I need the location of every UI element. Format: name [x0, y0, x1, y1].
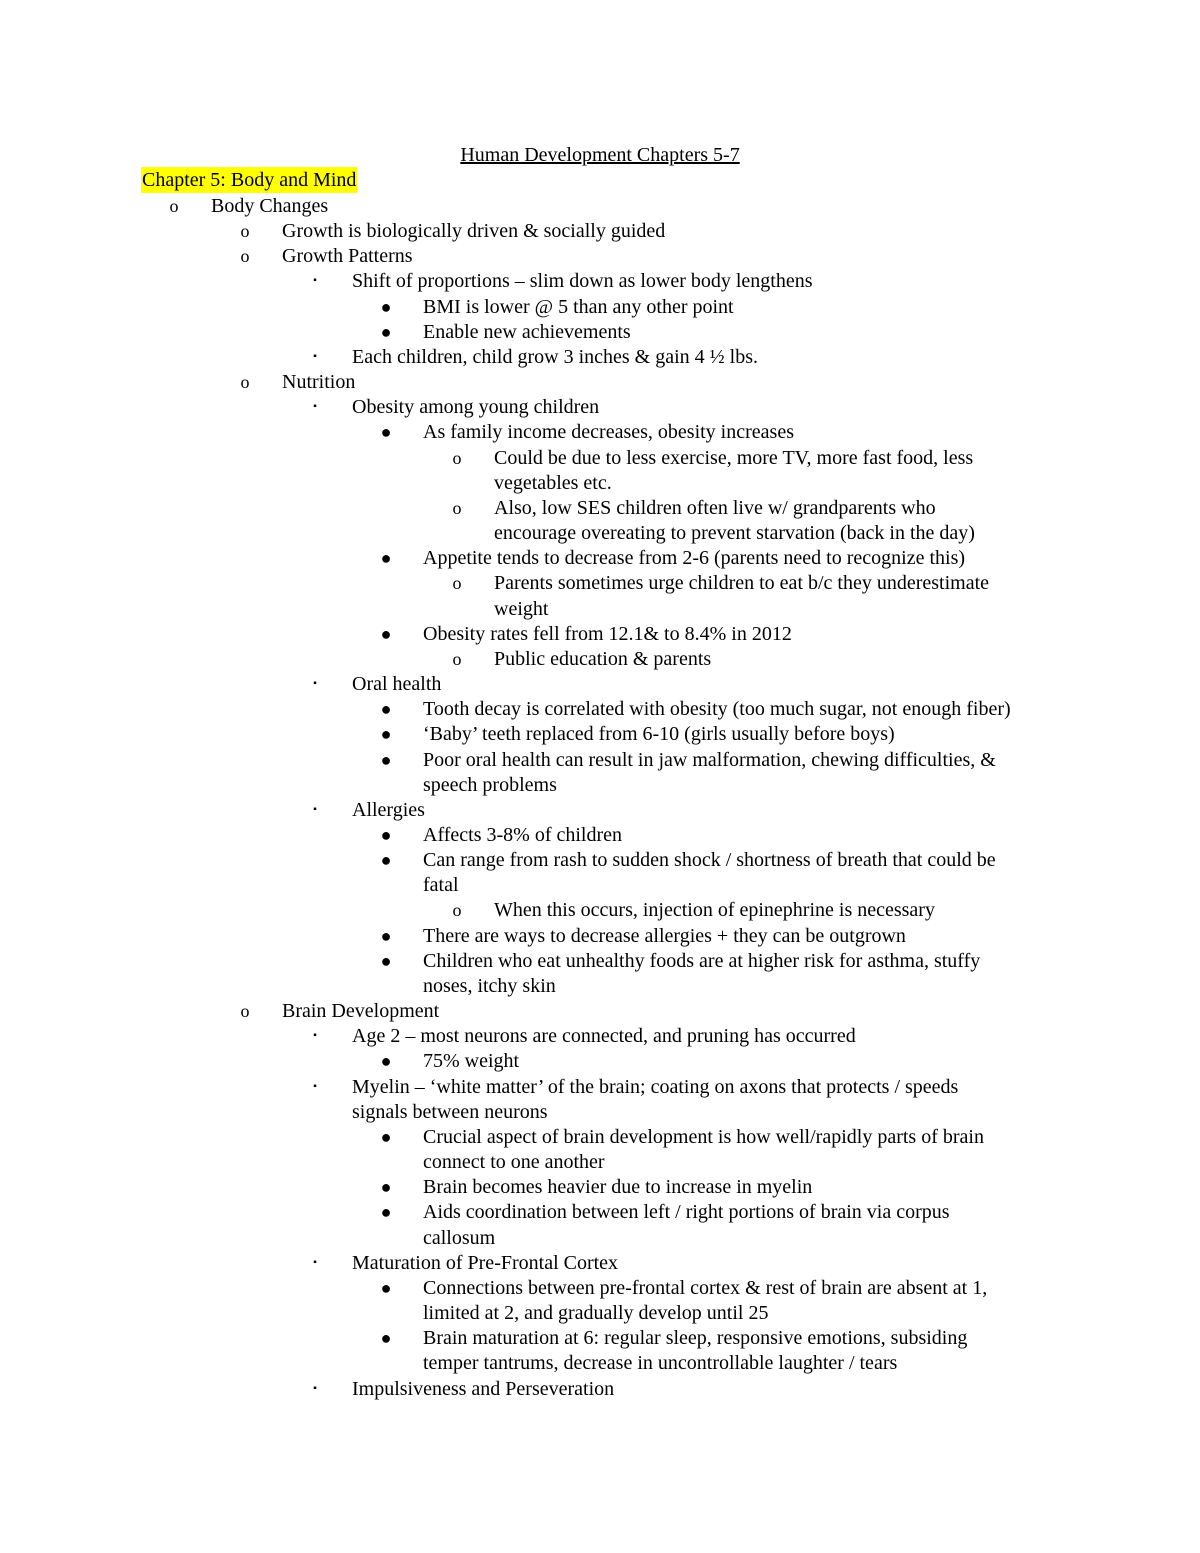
- dot-bullet: ●: [380, 1277, 392, 1298]
- outline-item-text: Also, low SES children often live w/ grandparents who: [494, 496, 936, 519]
- document-title: Human Development Chapters 5-7: [460, 144, 740, 166]
- dot-bullet: ●: [380, 1126, 392, 1147]
- outline-item-text: Enable new achievements: [423, 320, 631, 343]
- dot-bullet: ●: [380, 850, 392, 871]
- dot-bullet: ●: [380, 925, 392, 946]
- square-bullet: ▪: [313, 350, 317, 362]
- circle-bullet: o: [452, 900, 462, 921]
- circle-bullet: o: [240, 372, 250, 393]
- dot-bullet: ●: [380, 724, 392, 745]
- outline-item-text: Body Changes: [211, 195, 329, 217]
- outline-item-text: limited at 2, and gradually develop until 25: [423, 1302, 769, 1325]
- outline-item-text: Brain maturation at 6: regular sleep, responsive emotions, subsiding: [423, 1327, 968, 1350]
- outline-item-text: signals between neurons: [352, 1100, 548, 1123]
- outline-item-text: Obesity rates fell from 12.1& to 8.4% in 2012: [423, 622, 792, 645]
- dot-bullet: ●: [380, 749, 392, 770]
- dot-bullet: ●: [380, 1177, 392, 1198]
- dot-bullet: ●: [380, 296, 392, 317]
- circle-bullet: o: [452, 573, 462, 594]
- outline-item-text: speech problems: [423, 773, 557, 796]
- outline-item-text: Aids coordination between left / right portions of brain via corpus: [423, 1201, 950, 1224]
- circle-bullet: o: [169, 196, 179, 216]
- dot-bullet: ●: [380, 422, 392, 443]
- outline-item-text: Poor oral health can result in jaw malformation, chewing difficulties, &: [423, 748, 996, 771]
- outline-item-text: Public education & parents: [494, 647, 712, 670]
- outline-item-text: Connections between pre-frontal cortex & rest of brain are absent at 1,: [423, 1276, 988, 1299]
- outline-item-text: Children who eat unhealthy foods are at higher risk for asthma, stuffy: [423, 949, 981, 972]
- outline-item-text: Impulsiveness and Perseveration: [352, 1377, 615, 1400]
- square-bullet: ▪: [313, 401, 317, 413]
- outline-item-text: ‘Baby’ teeth replaced from 6-10 (girls usually before boys): [423, 723, 895, 746]
- dot-bullet: ●: [380, 1051, 392, 1072]
- circle-bullet: o: [452, 648, 462, 669]
- outline-item-text: Brain becomes heavier due to increase in myelin: [423, 1176, 813, 1199]
- outline-item-text: Each children, child grow 3 inches & gain 4 ½ lbs.: [352, 345, 759, 368]
- outline-item-text: Crucial aspect of brain development is how well/rapidly parts of brain: [423, 1125, 984, 1148]
- outline-item-text: Myelin – ‘white matter’ of the brain; coating on axons that protects / speeds: [352, 1075, 959, 1098]
- outline-item-text: Growth is biologically driven & socially guided: [282, 220, 666, 243]
- square-bullet: ▪: [313, 1030, 317, 1042]
- outline-item-text: callosum: [423, 1226, 496, 1249]
- outline-item-text: encourage overeating to prevent starvation (back in the day): [494, 522, 975, 545]
- circle-bullet: o: [240, 246, 250, 267]
- square-bullet: ▪: [313, 1382, 317, 1394]
- outline-item-text: Appetite tends to decrease from 2-6 (parents need to recognize this): [423, 547, 966, 570]
- dot-bullet: ●: [380, 825, 392, 845]
- square-bullet: ▪: [313, 1080, 317, 1092]
- outline-item-text: Brain Development: [282, 1000, 440, 1023]
- outline-item-text: connect to one another: [423, 1151, 605, 1174]
- outline-item-text: Age 2 – most neurons are connected, and pruning has occurred: [352, 1025, 856, 1048]
- outline-item-text: Shift of proportions – slim down as lower body lengthens: [352, 270, 813, 293]
- outline-item-text: Maturation of Pre-Frontal Cortex: [352, 1251, 619, 1274]
- outline-item-text: BMI is lower @ 5 than any other point: [423, 295, 734, 318]
- dot-bullet: ●: [380, 1328, 392, 1349]
- dot-bullet: ●: [380, 950, 392, 971]
- outline-item-text: noses, itchy skin: [423, 974, 556, 997]
- square-bullet: ▪: [313, 275, 317, 287]
- outline-item-text: Affects 3-8% of children: [423, 824, 623, 846]
- outline-item-text: Oral health: [352, 673, 442, 696]
- chapter-heading: Chapter 5: Body and Mind: [142, 169, 357, 191]
- outline-item-text: fatal: [423, 874, 459, 897]
- outline-item-text: Could be due to less exercise, more TV, more fast food, less: [494, 446, 974, 469]
- square-bullet: ▪: [313, 803, 317, 815]
- circle-bullet: o: [452, 447, 462, 468]
- outline-item-text: Nutrition: [282, 371, 356, 394]
- dot-bullet: ●: [380, 699, 392, 720]
- outline-item-text: Parents sometimes urge children to eat b/c they underestimate: [494, 572, 990, 595]
- outline-item-text: 75% weight: [423, 1050, 520, 1073]
- outline-item-text: vegetables etc.: [494, 471, 612, 494]
- outline-item-text: Obesity among young children: [352, 396, 600, 419]
- outline-item-text: As family income decreases, obesity increases: [423, 421, 794, 444]
- outline-item-text: Allergies: [352, 798, 425, 821]
- circle-bullet: o: [240, 221, 250, 242]
- circle-bullet: o: [240, 1001, 250, 1022]
- outline-item-text: Tooth decay is correlated with obesity (too much sugar, not enough fiber): [423, 698, 1011, 721]
- outline-item-text: Can range from rash to sudden shock / shortness of breath that could be: [423, 849, 996, 872]
- outline-item-text: There are ways to decrease allergies + they can be outgrown: [423, 924, 906, 947]
- dot-bullet: ●: [380, 623, 392, 644]
- circle-bullet: o: [452, 497, 462, 518]
- square-bullet: ▪: [313, 678, 317, 690]
- outline-item-text: Growth Patterns: [282, 245, 413, 268]
- outline-item-text: weight: [494, 597, 549, 620]
- outline-item-text: When this occurs, injection of epinephrine is necessary: [494, 899, 935, 922]
- dot-bullet: ●: [380, 321, 392, 342]
- square-bullet: ▪: [313, 1256, 317, 1268]
- outline-item-text: temper tantrums, decrease in uncontrollable laughter / tears: [423, 1352, 898, 1375]
- dot-bullet: ●: [380, 548, 392, 569]
- dot-bullet: ●: [380, 1202, 392, 1223]
